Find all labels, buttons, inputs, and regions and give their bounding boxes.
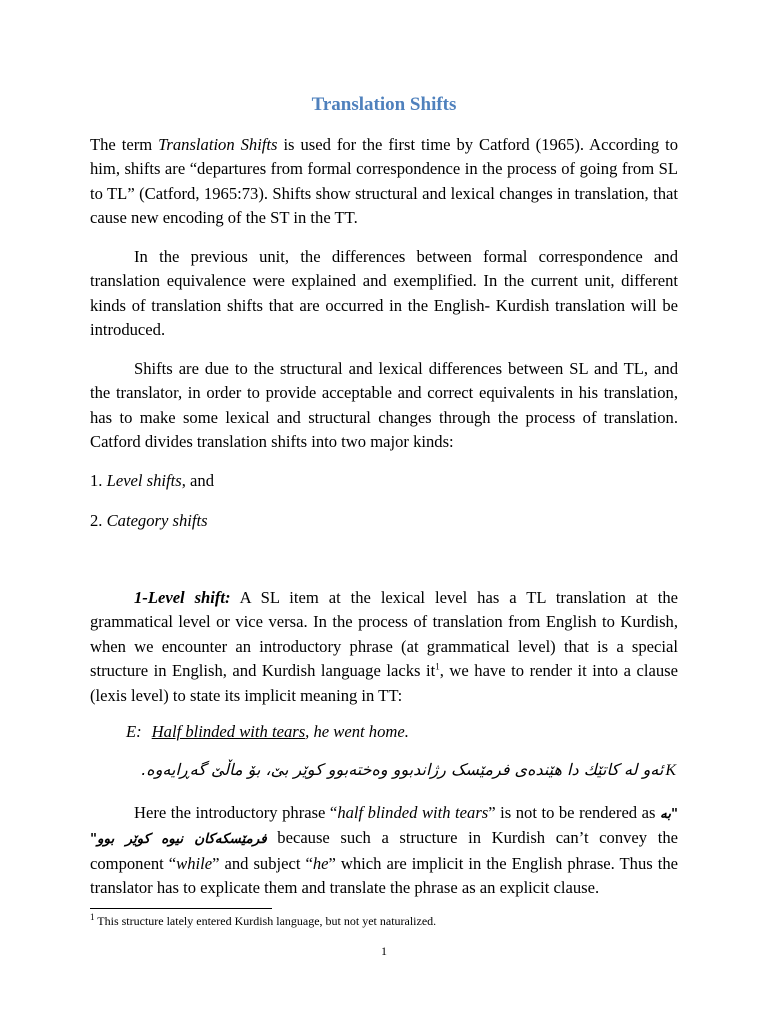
paragraph-previous-unit: In the previous unit, the differences between formal correspondence and translation equivalence were explained and exemplified. In the current unit, different kinds of translation shifts that are occurred in the English- Kurdish translation will be introduced. [90, 247, 678, 340]
example-prefix: E: [126, 722, 142, 741]
kurdish-text: ئەو لە كاتێك دا هێندەی فرمێسک رژاندبوو وەختەبوو کوێر بێ، بۆ ماڵێ گەڕایەوە. [141, 760, 664, 779]
list-item [90, 509, 678, 533]
example-underlined-phrase: Half blinded with tears [151, 722, 306, 741]
text: , we have to render it into a clause (lexis level) to state its implicit meaning in TT: [90, 661, 678, 705]
text: , and [181, 471, 214, 490]
word-italic: while [176, 853, 213, 873]
text: ” is not to be rendered as [488, 803, 660, 822]
footnote-divider [90, 908, 272, 909]
phrase-italic: half blinded with tears [337, 803, 489, 822]
paragraph-intro [90, 133, 678, 231]
kurdish-inline-phrase: "بە فرمێسکەکان نیوە كوێر بوو" [90, 806, 679, 848]
text: is used for the first time by Catford (1965). According to him, shifts are “departures from formal correspondence in the process of going from SL to TL” (Catford, 1965:73). Shifts show structural and lexical changes in translation, that cause new encoding of the ST in the TT. [90, 135, 678, 228]
text: because such a structure in Kurdish can’t convey the component “ [90, 828, 678, 873]
kurdish-marker: K [665, 762, 676, 779]
footnote-number: 1 [90, 912, 95, 922]
paragraph-shifts-causes: Shifts are due to the structural and lexical differences between SL and TL, and the translator, in order to provide acceptable and correct equivalents in his translation, has to make some lexical and structural changes through the process of translation. Catford divides translation shifts into two major kinds: [90, 359, 678, 452]
page-number: 1 [381, 944, 387, 958]
text: The term [90, 135, 159, 154]
paragraph-explanation [90, 801, 678, 901]
list-item [90, 469, 678, 493]
paragraph-level-shift [90, 586, 678, 708]
list-number: 2. [90, 511, 107, 530]
word-italic: he [312, 853, 329, 873]
term-italic: Translation Shifts [158, 135, 278, 154]
english-example [126, 722, 409, 742]
footnote-text: This structure lately entered Kurdish language, but not yet naturalized. [94, 914, 437, 928]
example-rest: , he went home. [305, 722, 409, 741]
text: Here the introductory phrase “ [134, 803, 338, 822]
footnote-ref: 1 [435, 661, 440, 672]
text: A SL item at the lexical level has a TL translation at the grammatical level or vice versa. In the process of translation from English to Kurdish, when we encounter an introductory phrase (at grammatical level) that is a special structure in English, and Kurdish language lacks it [90, 588, 678, 681]
section-heading: 1-Level shift: [134, 588, 231, 607]
kurdish-translation [141, 760, 676, 780]
text: ” which are implicit in the English phrase. Thus the translator has to explicate them and translate the phrase as an explicit clause. [90, 853, 678, 898]
text: ” and subject “ [212, 853, 313, 873]
footnote [90, 914, 436, 929]
list-number: 1. [90, 471, 107, 490]
page-title: Translation Shifts [311, 94, 457, 115]
list-label: Category shifts [106, 511, 208, 530]
list-label: Level shifts [106, 471, 182, 490]
